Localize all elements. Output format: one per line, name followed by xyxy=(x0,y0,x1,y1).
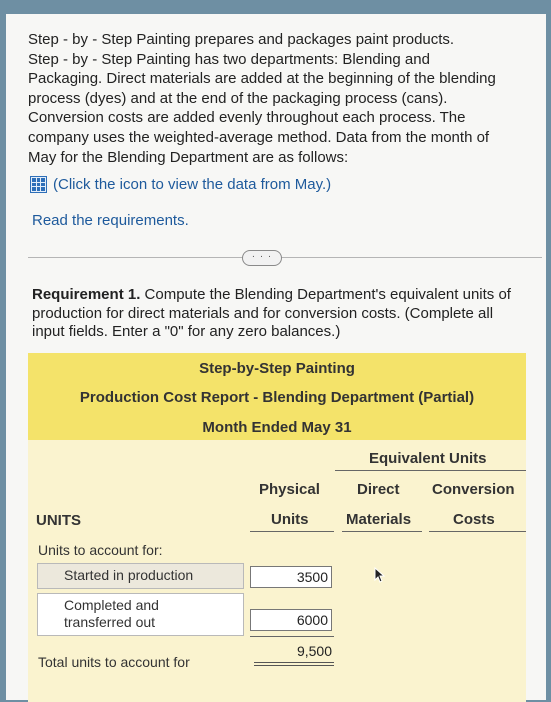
description-line: company uses the weighted-average method. Data from the month of xyxy=(28,128,490,146)
col-physical-header: Physical xyxy=(259,481,320,498)
read-requirements-link[interactable]: Read the requirements. xyxy=(32,212,189,229)
company-name: Step-by-Step Painting xyxy=(199,360,355,377)
col-conversion-header-2: Costs xyxy=(453,511,495,528)
physical-underline xyxy=(250,531,334,532)
total-units-label: Total units to account for xyxy=(38,654,190,670)
expand-more-button[interactable]: · · · xyxy=(242,250,282,266)
view-data-text[interactable]: (Click the icon to view the data from May.) xyxy=(53,176,332,193)
row-label-started xyxy=(37,563,244,589)
units-section-label: UNITS xyxy=(36,512,81,529)
completed-label-2: transferred out xyxy=(64,614,156,630)
col-direct-header: Direct xyxy=(357,481,400,498)
direct-underline xyxy=(342,531,422,532)
total-double-rule-1 xyxy=(254,662,334,663)
requirement-label: Requirement 1. xyxy=(32,286,141,303)
subtotal-rule xyxy=(250,636,334,637)
total-units-value: 9,500 xyxy=(296,643,332,659)
description-line: Step - by - Step Painting has two departments: Blending and xyxy=(28,50,430,68)
completed-physical-input[interactable]: 6000 xyxy=(250,609,332,631)
equivalent-units-header: Equivalent Units xyxy=(369,450,487,467)
requirement-text xyxy=(32,286,524,342)
conversion-underline xyxy=(429,531,526,532)
units-to-account-label: Units to account for: xyxy=(38,542,163,558)
description-line: May for the Blending Department are as follows: xyxy=(28,148,349,166)
description-line: process (dyes) and at the end of the packaging process (cans). xyxy=(28,89,448,107)
report-header xyxy=(28,353,526,440)
mouse-pointer-icon xyxy=(374,567,386,583)
table-grid-icon[interactable] xyxy=(30,176,47,193)
description-line: Conversion costs are added evenly throughout each process. The xyxy=(28,109,466,127)
description-line: Packaging. Direct materials are added at the beginning of the blending xyxy=(28,70,496,88)
problem-description xyxy=(28,30,533,167)
requirement-body: Compute the Blending Department's equivalent units of production for direct materials and for conversion costs. (Complete all input fields. Enter a "0" for any zero balances.) xyxy=(32,286,511,340)
completed-label-1: Completed and xyxy=(64,597,159,613)
col-direct-header-2: Materials xyxy=(346,511,412,528)
col-conversion-header: Conversion xyxy=(432,481,515,498)
problem-page xyxy=(6,14,546,700)
row-label-completed xyxy=(37,593,244,636)
description-line: Step - by - Step Painting prepares and packages paint products. xyxy=(28,31,455,48)
view-data-link[interactable] xyxy=(30,176,331,193)
section-divider xyxy=(28,257,542,258)
started-label: Started in production xyxy=(64,567,194,583)
equivalent-units-underline xyxy=(335,470,526,471)
report-title: Production Cost Report - Blending Department (Partial) xyxy=(79,389,475,406)
col-physical-header-2: Units xyxy=(271,511,309,528)
started-physical-input[interactable]: 3500 xyxy=(250,566,332,588)
total-double-rule-2 xyxy=(254,665,334,666)
report-period: Month Ended May 31 xyxy=(202,419,352,436)
